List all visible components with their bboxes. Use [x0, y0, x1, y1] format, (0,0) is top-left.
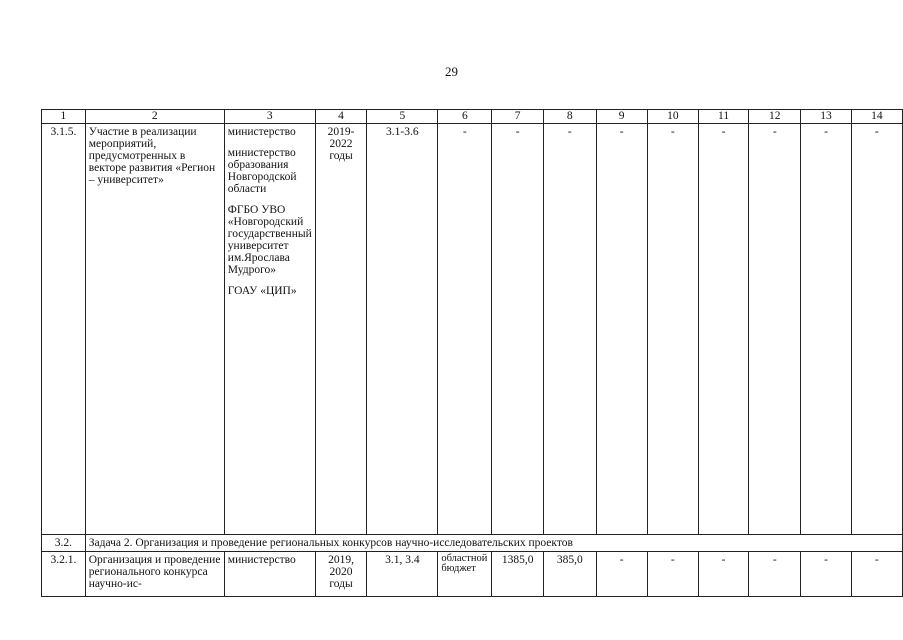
- header-cell: 4: [315, 110, 367, 124]
- value-cell: -: [851, 552, 902, 597]
- value-cell: -: [698, 552, 748, 597]
- header-cell: 5: [367, 110, 438, 124]
- years-cell: 2019, 2020 годы: [315, 552, 367, 597]
- activity-name: Организация и проведение регионального конкурса научно-ис-: [85, 552, 224, 597]
- executor: министерство: [224, 552, 315, 597]
- executor: ГОАУ «ЦИП»: [227, 285, 297, 297]
- value-cell: -: [647, 124, 698, 535]
- executors-cell: [224, 124, 315, 535]
- value-cell: -: [544, 124, 597, 535]
- page-number: 29: [445, 64, 458, 79]
- executor: министерство образования Новгородской области: [227, 147, 297, 195]
- program-table: [41, 109, 903, 597]
- value-cell: -: [492, 124, 544, 535]
- header-cell: 9: [596, 110, 647, 124]
- executor: ФГБО УВО «Новгородский государственный университет им.Ярослава Мудрого»: [227, 204, 312, 276]
- value-cell: -: [596, 552, 647, 597]
- source-cell: областной бюджет: [438, 552, 492, 597]
- row-number: 3.2.: [42, 535, 86, 552]
- value-cell: -: [749, 124, 801, 535]
- header-cell: 13: [801, 110, 851, 124]
- executor: министерство: [227, 126, 296, 138]
- header-row: [42, 110, 903, 124]
- value-cell: -: [851, 124, 902, 535]
- table-row-3-2-1: [42, 552, 903, 597]
- header-cell: 14: [851, 110, 902, 124]
- value-2020: 385,0: [544, 552, 597, 597]
- value-2019: 1385,0: [492, 552, 544, 597]
- row-number: 3.1.5.: [42, 124, 86, 535]
- header-cell: 6: [438, 110, 492, 124]
- source-cell: -: [438, 124, 492, 535]
- header-cell: 11: [698, 110, 748, 124]
- activity-name: Участие в реализации мероприятий, предусмотренных в векторе развития «Регион – университет»: [85, 124, 224, 535]
- header-cell: 12: [749, 110, 801, 124]
- row-number: 3.2.1.: [42, 552, 86, 597]
- table-row-3-1-5: [42, 124, 903, 535]
- indicators-cell: 3.1-3.6: [367, 124, 438, 535]
- header-cell: 3: [224, 110, 315, 124]
- value-cell: -: [698, 124, 748, 535]
- task-title: Задача 2. Организация и проведение региональных конкурсов научно-исследовательских проектов: [85, 535, 902, 552]
- value-cell: -: [801, 124, 851, 535]
- value-cell: -: [749, 552, 801, 597]
- header-cell: 1: [42, 110, 86, 124]
- value-cell: -: [801, 552, 851, 597]
- indicators-cell: 3.1, 3.4: [367, 552, 438, 597]
- value-cell: -: [596, 124, 647, 535]
- header-cell: 8: [544, 110, 597, 124]
- header-cell: 10: [647, 110, 698, 124]
- header-cell: 7: [492, 110, 544, 124]
- header-cell: 2: [85, 110, 224, 124]
- years-cell: 2019-2022 годы: [315, 124, 367, 535]
- table-row-3-2: [42, 535, 903, 552]
- value-cell: -: [647, 552, 698, 597]
